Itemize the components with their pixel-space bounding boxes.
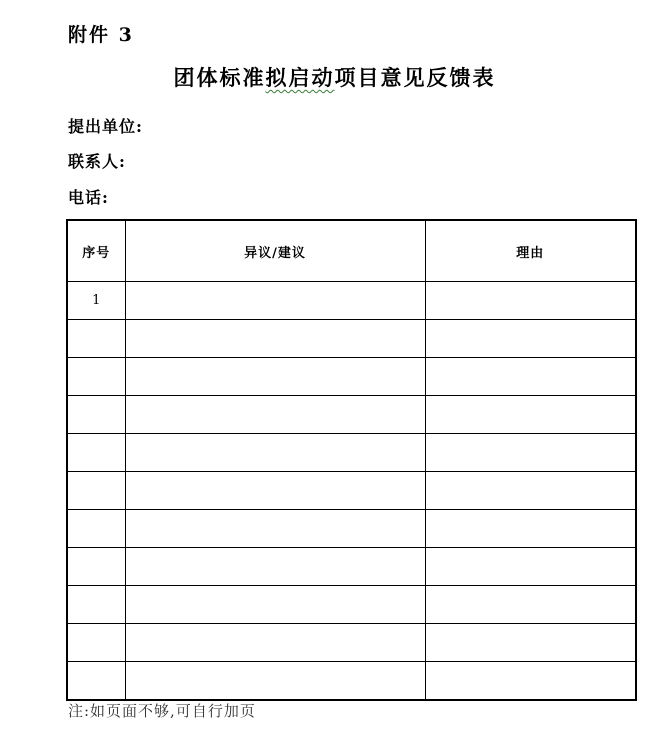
- row-objection-cell[interactable]: [125, 662, 425, 701]
- contact-person-label: 联系人:: [68, 152, 126, 171]
- row-reason-cell[interactable]: [425, 586, 636, 624]
- row-reason-cell[interactable]: [425, 396, 636, 434]
- form-title: [0, 62, 669, 92]
- table-row: [67, 320, 636, 358]
- column-header-reason: 理由: [425, 220, 636, 282]
- row-index-cell[interactable]: [67, 434, 125, 472]
- row-reason-cell[interactable]: [425, 434, 636, 472]
- row-index-cell[interactable]: [67, 548, 125, 586]
- row-reason-cell[interactable]: [425, 320, 636, 358]
- table-row: [67, 396, 636, 434]
- row-index-cell[interactable]: [67, 510, 125, 548]
- footer-note: 注:如页面不够,可自行加页: [68, 702, 256, 720]
- title-main: 团体标准: [173, 65, 266, 90]
- title-rest: 项目意见反馈表: [334, 65, 496, 90]
- table-row: [67, 662, 636, 701]
- row-reason-cell[interactable]: [425, 662, 636, 701]
- row-reason-cell[interactable]: [425, 282, 636, 320]
- table-row: [67, 586, 636, 624]
- table-row: [67, 358, 636, 396]
- row-index-cell[interactable]: [67, 358, 125, 396]
- feedback-table: [66, 219, 637, 701]
- table-header-row: [67, 220, 636, 282]
- table-row: [67, 434, 636, 472]
- table-row: [67, 472, 636, 510]
- table-row: [67, 624, 636, 662]
- phone-label: 电话:: [68, 188, 109, 207]
- row-reason-cell[interactable]: [425, 472, 636, 510]
- row-index-cell[interactable]: [67, 396, 125, 434]
- row-objection-cell[interactable]: [125, 586, 425, 624]
- row-index-cell[interactable]: [67, 662, 125, 701]
- row-objection-cell[interactable]: [125, 510, 425, 548]
- row-objection-cell[interactable]: [125, 358, 425, 396]
- row-index-cell[interactable]: [67, 624, 125, 662]
- table-row: [67, 510, 636, 548]
- row-index-cell[interactable]: [67, 320, 125, 358]
- column-header-objection: 异议/建议: [125, 220, 425, 282]
- row-objection-cell[interactable]: [125, 282, 425, 320]
- attachment-label: 附件 3: [68, 24, 134, 46]
- row-reason-cell[interactable]: [425, 510, 636, 548]
- row-objection-cell[interactable]: [125, 434, 425, 472]
- row-reason-cell[interactable]: [425, 358, 636, 396]
- title-spellcheck-marked: 拟启动: [265, 65, 335, 90]
- row-reason-cell[interactable]: [425, 624, 636, 662]
- row-index-cell[interactable]: 1: [67, 282, 125, 320]
- row-objection-cell[interactable]: [125, 320, 425, 358]
- row-objection-cell[interactable]: [125, 624, 425, 662]
- row-index-cell[interactable]: [67, 586, 125, 624]
- table-row: [67, 282, 636, 320]
- row-objection-cell[interactable]: [125, 472, 425, 510]
- column-header-index: 序号: [67, 220, 125, 282]
- row-index-cell[interactable]: [67, 472, 125, 510]
- row-reason-cell[interactable]: [425, 548, 636, 586]
- row-objection-cell[interactable]: [125, 396, 425, 434]
- table-row: [67, 548, 636, 586]
- row-objection-cell[interactable]: [125, 548, 425, 586]
- submitting-unit-label: 提出单位:: [68, 117, 143, 136]
